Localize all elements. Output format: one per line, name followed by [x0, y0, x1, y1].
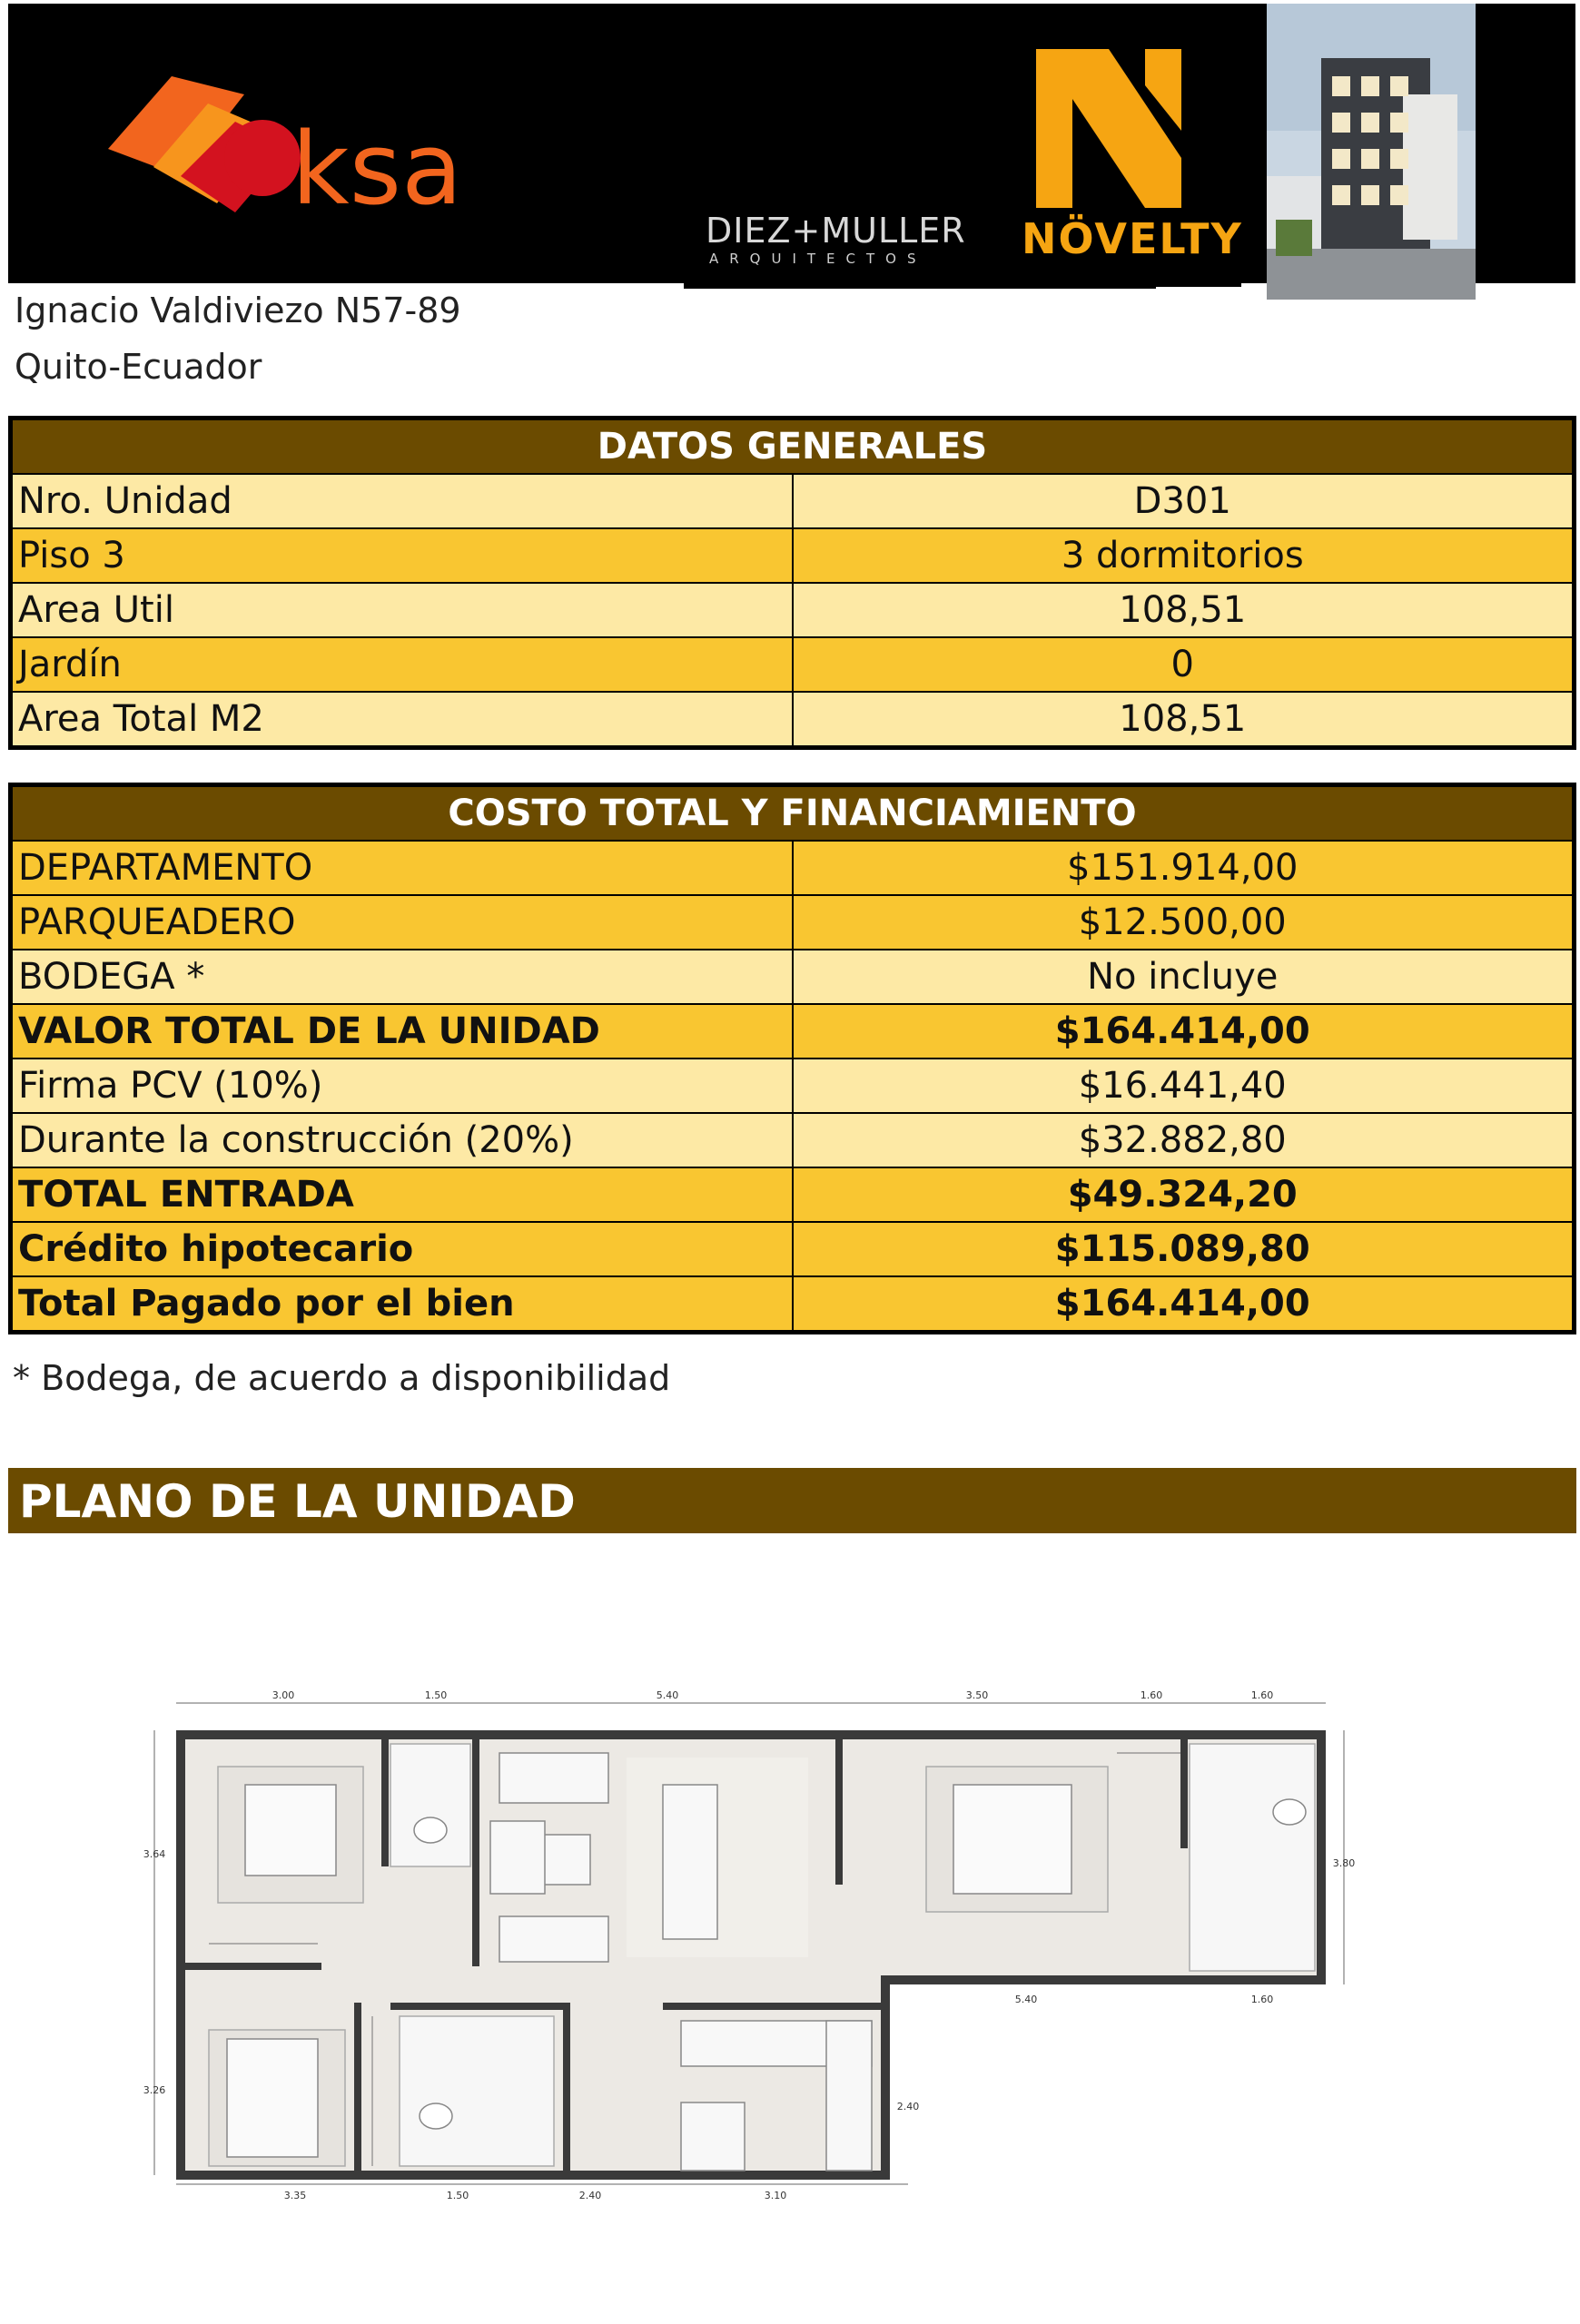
dim-top-label: 1.60 [1140, 1689, 1163, 1701]
novelty-logo [973, 4, 1241, 287]
dim-bottom-label: 3.35 [283, 2190, 307, 2201]
dim-top-label: 3.00 [272, 1689, 295, 1701]
table-row [11, 895, 1575, 950]
table-row [11, 1059, 1575, 1113]
novelty-n-icon [1036, 49, 1181, 208]
row-value: $32.882,80 [793, 1113, 1575, 1167]
row-label: Jardín [11, 637, 793, 692]
dim-left-label: 3.64 [143, 1848, 166, 1860]
row-label: DEPARTAMENTO [11, 841, 793, 895]
table-row [11, 950, 1575, 1004]
header-banner [8, 4, 1575, 283]
table-row [11, 1167, 1575, 1222]
table-row [11, 474, 1575, 528]
row-value: 0 [793, 637, 1575, 692]
plano-title: PLANO DE LA UNIDAD [19, 1475, 576, 1528]
row-label: TOTAL ENTRADA [11, 1167, 793, 1222]
row-value: $115.089,80 [793, 1222, 1575, 1276]
dim-bottom-label: 2.40 [578, 2190, 602, 2201]
dim-mid-label: 1.60 [1250, 1994, 1274, 2005]
table-row [11, 841, 1575, 895]
row-label: Nro. Unidad [11, 474, 793, 528]
costo-title: COSTO TOTAL Y FINANCIAMIENTO [11, 785, 1575, 842]
floor-plan [136, 1676, 1362, 2202]
dim-top-label: 5.40 [656, 1689, 679, 1701]
dim-right-label: 3.80 [1332, 1857, 1356, 1869]
table-row [11, 637, 1575, 692]
dim-bottom-label: 1.50 [446, 2190, 469, 2201]
novelty-name: NÖVELTY [1022, 214, 1243, 263]
row-label: Piso 3 [11, 528, 793, 583]
row-value: No incluye [793, 950, 1575, 1004]
table-row [11, 1276, 1575, 1333]
dim-left-label: 3.26 [143, 2084, 166, 2096]
ksa-logo [99, 67, 508, 249]
row-value: $164.414,00 [793, 1276, 1575, 1333]
diez-muller-sub: ARQUITECTOS [709, 251, 927, 267]
datos-generales-table [8, 416, 1576, 750]
dim-bottom-label: 3.10 [764, 2190, 787, 2201]
row-value: $12.500,00 [793, 895, 1575, 950]
row-label: Firma PCV (10%) [11, 1059, 793, 1113]
row-label: Crédito hipotecario [11, 1222, 793, 1276]
address-line-1: Ignacio Valdiviezo N57-89 [15, 290, 461, 330]
dim-top-label: 1.50 [424, 1689, 448, 1701]
table-row [11, 1004, 1575, 1059]
dim-right-label: 2.40 [896, 2101, 920, 2112]
bodega-note: * Bodega, de acuerdo a disponibilidad [13, 1358, 671, 1398]
ksa-logo-text: ksa [291, 111, 463, 227]
row-label: BODEGA * [11, 950, 793, 1004]
row-label: Durante la construcción (20%) [11, 1113, 793, 1167]
dim-top-label: 1.60 [1250, 1689, 1274, 1701]
row-value: $49.324,20 [793, 1167, 1575, 1222]
table-row [11, 1113, 1575, 1167]
row-value: $164.414,00 [793, 1004, 1575, 1059]
row-value: $151.914,00 [793, 841, 1575, 895]
table-row [11, 1222, 1575, 1276]
row-value: 3 dormitorios [793, 528, 1575, 583]
row-value: 108,51 [793, 692, 1575, 748]
row-label: Area Total M2 [11, 692, 793, 748]
row-label: Total Pagado por el bien [11, 1276, 793, 1333]
datos-generales-title: DATOS GENERALES [11, 419, 1575, 475]
plano-header [8, 1468, 1576, 1533]
row-label: PARQUEADERO [11, 895, 793, 950]
costo-table [8, 783, 1576, 1334]
row-value: D301 [793, 474, 1575, 528]
dim-mid-label: 5.40 [1014, 1994, 1038, 2005]
address-line-2: Quito-Ecuador [15, 347, 262, 387]
row-value: $16.441,40 [793, 1059, 1575, 1113]
row-label: VALOR TOTAL DE LA UNIDAD [11, 1004, 793, 1059]
row-value: 108,51 [793, 583, 1575, 637]
building-photo [1267, 4, 1476, 300]
dim-top-label: 3.50 [965, 1689, 989, 1701]
row-label: Area Util [11, 583, 793, 637]
table-row [11, 583, 1575, 637]
table-row [11, 692, 1575, 748]
table-row [11, 528, 1575, 583]
diez-muller-name: DIEZ+MULLER [706, 211, 966, 251]
